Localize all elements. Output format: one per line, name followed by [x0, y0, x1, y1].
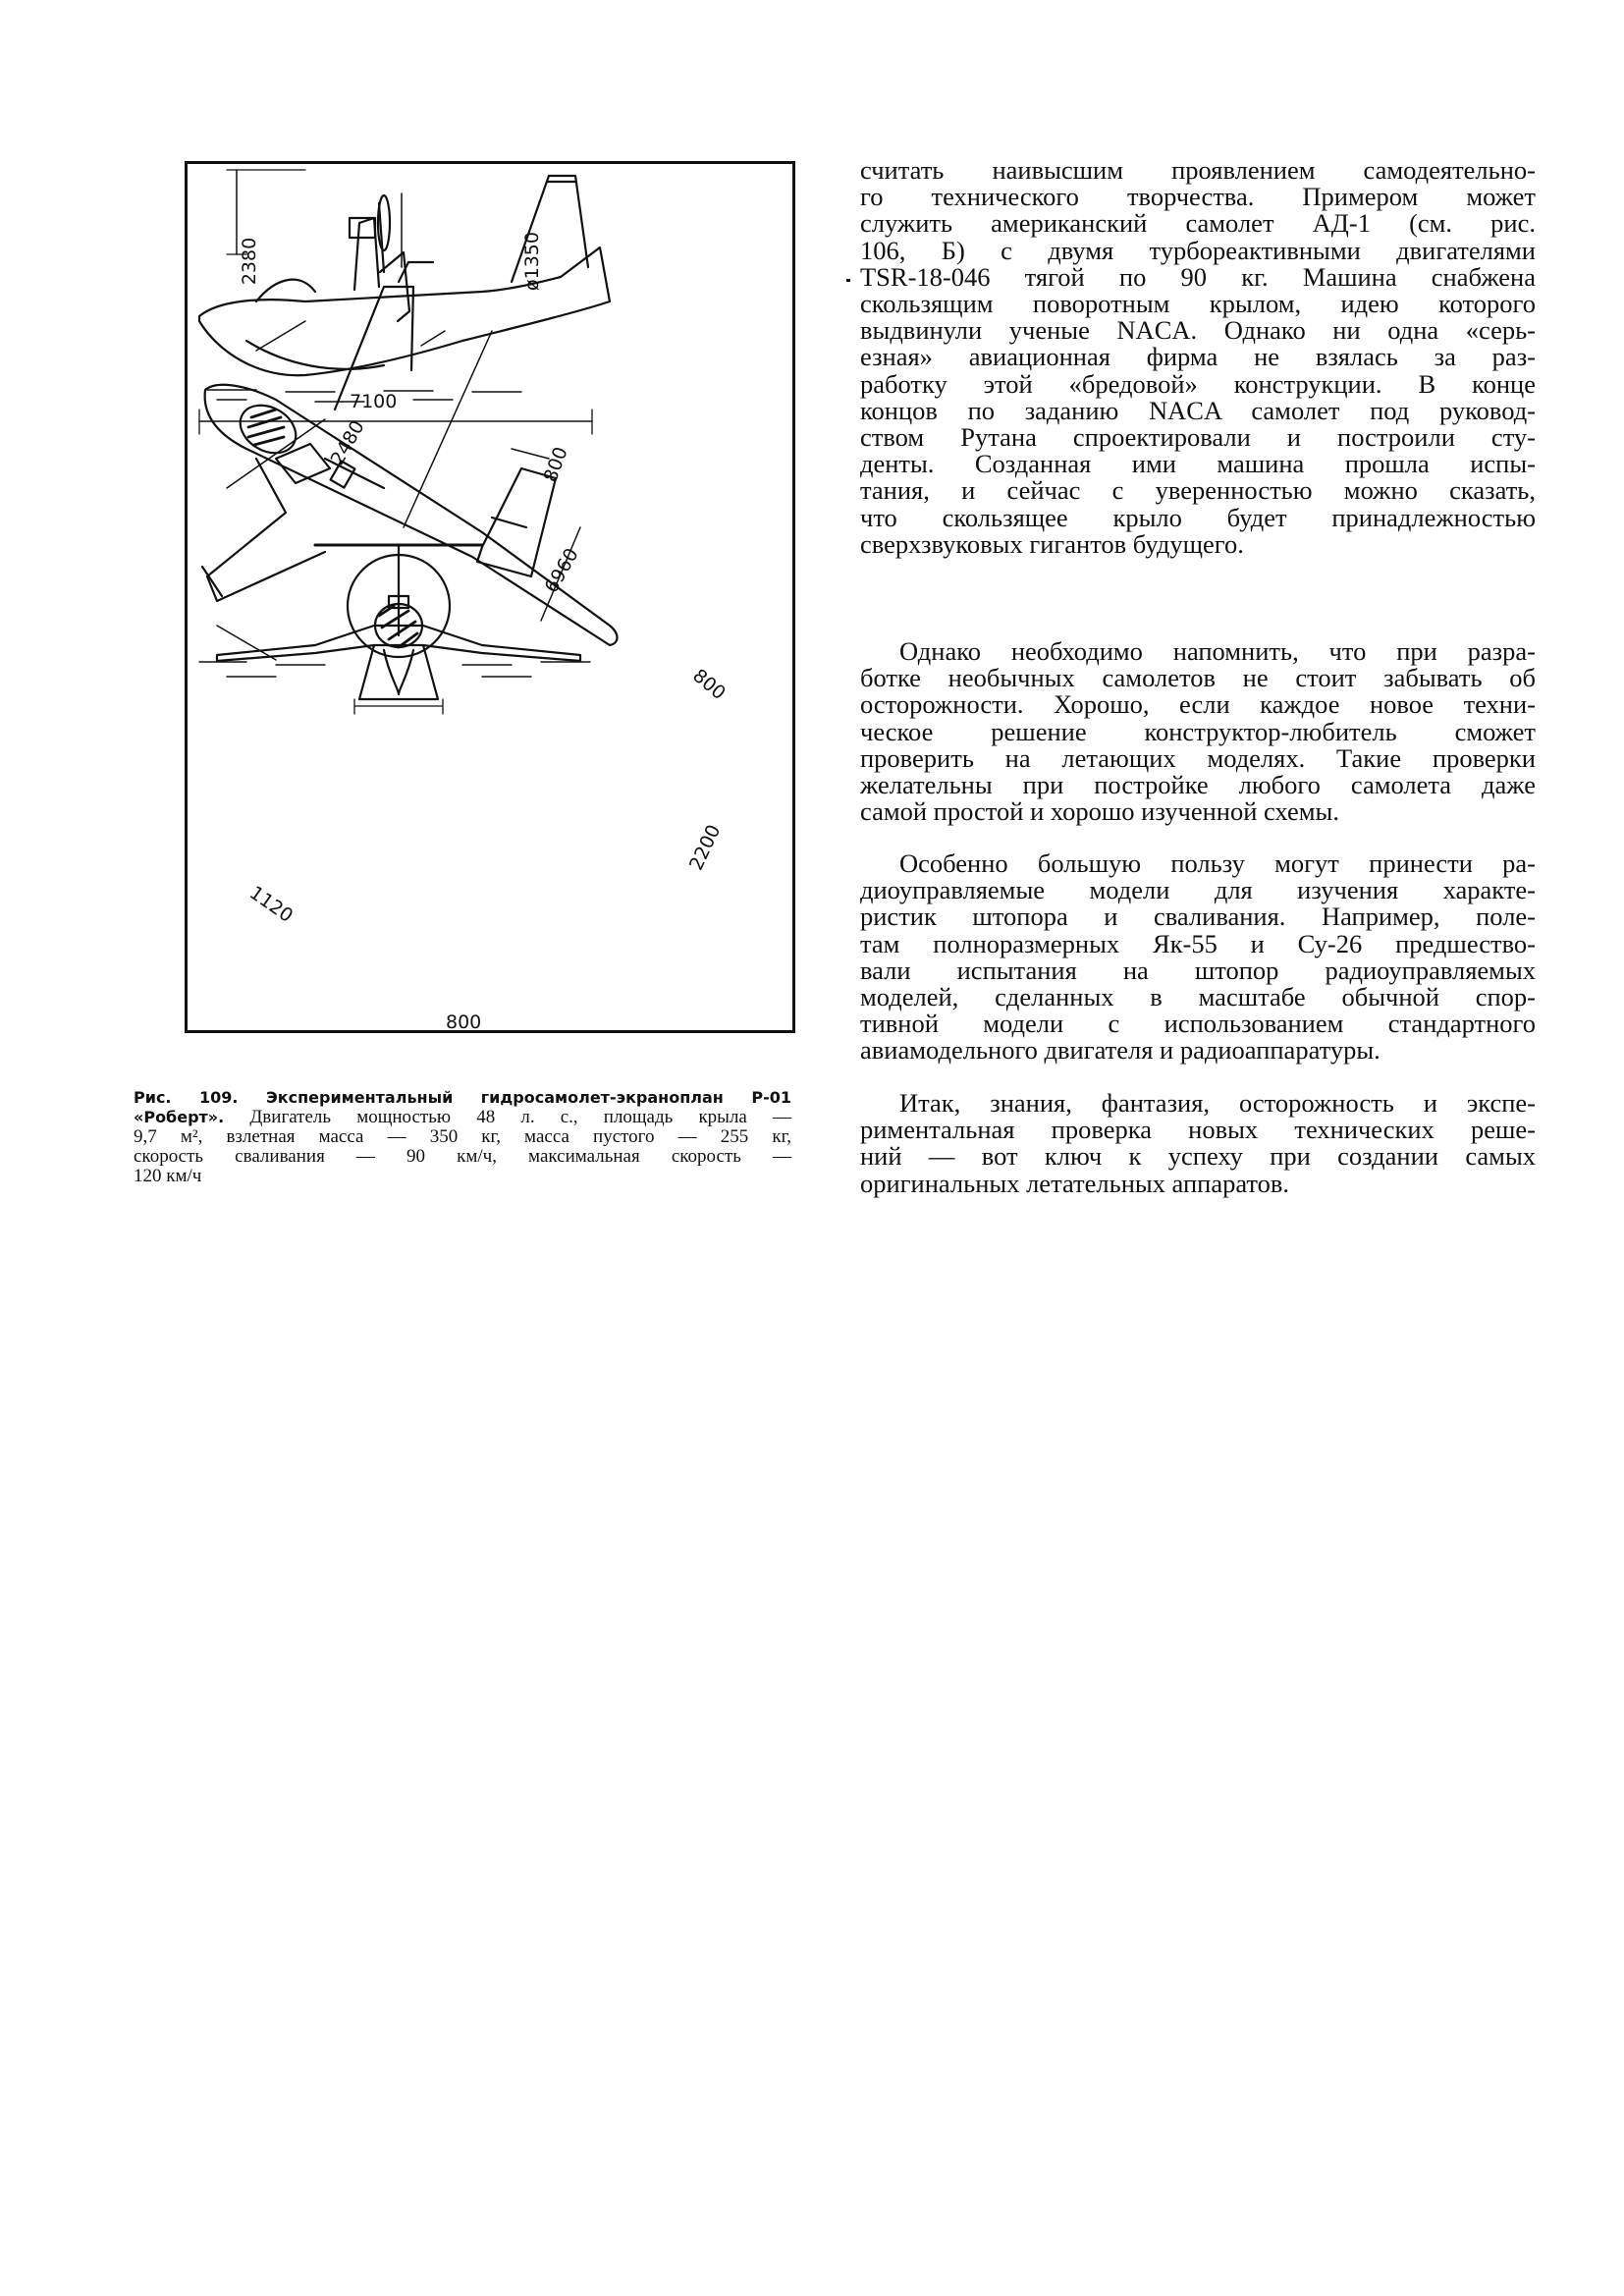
text-line: езная» авиационная фирма не взялась за раз-	[860, 342, 1536, 372]
paragraph-4	[860, 1090, 1536, 1197]
dim-fuselage-length: 6960	[540, 544, 583, 597]
text-line: моделей, сделанных в масштабе обычной спор-	[860, 982, 1536, 1012]
caption-bold: «Роберт».	[134, 1108, 225, 1126]
caption-line	[134, 1127, 791, 1147]
text-line: проверить на летающих моделях. Такие проверки	[860, 742, 1536, 773]
text-line: тания, и сейчас с уверенностью можно сказать,	[860, 475, 1536, 506]
dim-height-side: 2380	[239, 237, 261, 286]
caption-text: скорость сваливания — 90 км/ч, максимальная скорость —	[134, 1146, 791, 1167]
caption-text: 120 км/ч	[134, 1166, 202, 1186]
dim-hull-width: 800	[446, 1011, 482, 1033]
dim-stab-span: 2200	[684, 821, 726, 874]
text-line: там полноразмерных Як-55 и Су-26 предшество-	[860, 928, 1536, 958]
figure-caption	[134, 1088, 791, 1186]
text-line: ческое решение конструктор-любитель сможет	[860, 716, 1536, 746]
text-line: осторожности. Хорошо, если каждое новое техни-	[860, 689, 1536, 720]
text-line: TSR-18-046 тягой по 90 кг. Машина снабжена	[860, 261, 1536, 292]
margin-mark	[846, 279, 850, 282]
caption-text: Двигатель мощностью 48 л. с., площадь крыла —	[224, 1107, 791, 1127]
text-line: ством Рутана спроектировали и построили сту-	[860, 422, 1536, 453]
text-line: служить американский самолет АД-1 (см. рис.	[860, 208, 1536, 239]
text-line: считать наивысшим проявлением самодеятельно-	[860, 155, 1536, 185]
text-line: что скользящее крыло будет принадлежностью	[860, 502, 1536, 532]
paragraph-2	[860, 638, 1536, 825]
paragraph-3	[860, 850, 1536, 1065]
dim-fin-chord: 800	[539, 444, 572, 485]
paragraph-1	[860, 157, 1536, 558]
text-line: ний — вот ключ к успеху при создании самых	[860, 1141, 1536, 1172]
dim-prop-diameter: ø1350	[520, 232, 543, 291]
text-line: ристик штопора и сваливания. Например, поле-	[860, 902, 1536, 932]
caption-line	[134, 1088, 791, 1108]
dim-length-side: 7100	[350, 391, 398, 412]
text-line: выдвинули ученые NACA. Однако ни одна «серь-	[860, 315, 1536, 346]
text-line: денты. Созданная ими машина прошла испы-	[860, 449, 1536, 479]
text-line: го технического творчества. Примером может	[860, 182, 1536, 212]
dim-stab-chord: 800	[688, 664, 731, 705]
text-line: диоуправляемые модели для изучения характе-	[860, 875, 1536, 905]
dim-wing-half-span: 2480	[326, 416, 369, 469]
text-line: оригинальных летательных аппаратов.	[860, 1168, 1290, 1198]
text-line: сверхзвуковых гигантов будущего.	[860, 528, 1244, 559]
text-line: Однако необходимо напомнить, что при разра-	[899, 636, 1536, 666]
text-line: концов по заданию NACA самолет под руковод-	[860, 395, 1536, 425]
text-line: вали испытания на штопор радиоуправляемых	[860, 955, 1536, 985]
text-line: 106, Б) с двумя турбореактивными двигателями	[860, 235, 1536, 265]
text-line: риментальная проверка новых технических реше-	[860, 1115, 1536, 1145]
caption-line	[134, 1167, 791, 1186]
caption-line	[134, 1108, 791, 1127]
text-line: авиамодельного двигателя и радиоаппаратуры.	[860, 1035, 1380, 1066]
text-line: желательны при постройке любого самолета даже	[860, 770, 1536, 800]
text-line: работку этой «бредовой» конструкции. В конце	[860, 368, 1536, 399]
text-line: ботке необычных самолетов не стоит забывать об	[860, 663, 1536, 693]
caption-line	[134, 1147, 791, 1167]
text-line: Итак, знания, фантазия, осторожность и экспе-	[899, 1088, 1536, 1118]
text-line: самой простой и хорошо изученной схемы.	[860, 796, 1339, 827]
text-line: скользящим поворотным крылом, идею которого	[860, 289, 1536, 319]
text-line: тивной модели с использованием стандартного	[860, 1009, 1536, 1039]
text-line: Особенно большую пользу могут принести ра-	[899, 848, 1536, 878]
dim-wingtip-chord: 1120	[245, 882, 298, 927]
caption-bold: Рис. 109. Экспериментальный гидросамолет-экраноплан Р-01	[134, 1088, 791, 1107]
caption-text: 9,7 м², взлетная масса — 350 кг, масса пустого — 255 кг,	[134, 1126, 791, 1147]
